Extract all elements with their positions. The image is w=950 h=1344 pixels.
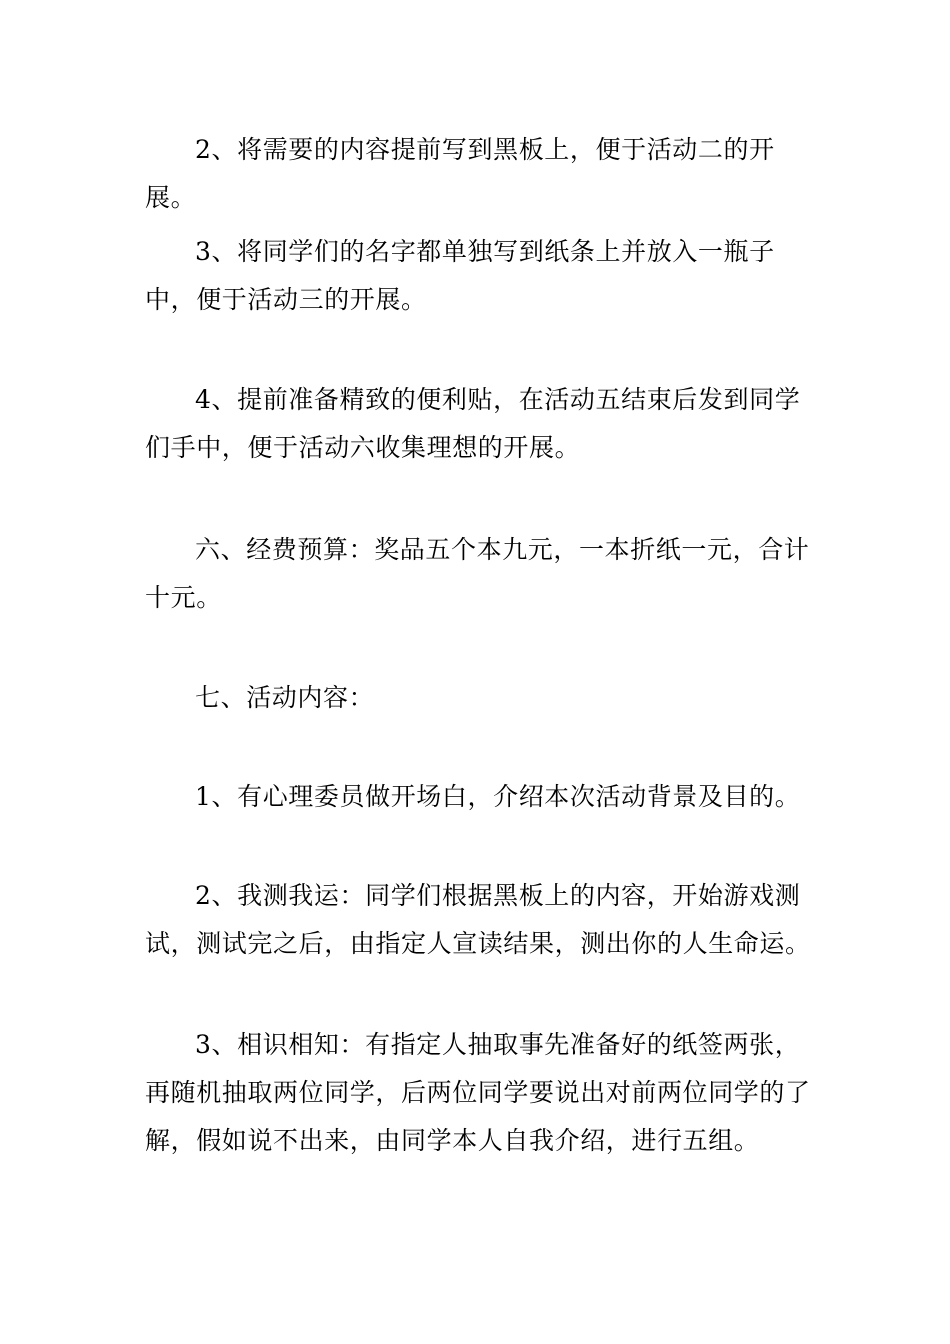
paragraph-content-heading: 七、活动内容： (195, 683, 375, 712)
paragraph-prep-4: 4、提前准备精致的便利贴，在活动五结束后发到同学们手中，便于活动六收集理想的开展。 (145, 385, 801, 462)
paragraph-activity-2: 2、我测我运：同学们根据黑板上的内容，开始游戏测试，测试完之后，由指定人宣读结果，测出你的人生命运。 (145, 881, 811, 958)
paragraph-prep-2: 2、将需要的内容提前写到黑板上，便于活动二的开展。 (145, 135, 775, 212)
paragraph-activity-3: 3、相识相知：有指定人抽取事先准备好的纸签两张，再随机抽取两位同学，后两位同学要说出对前两位同学的了解，假如说不出来，由同学本人自我介绍，进行五组。 (145, 1030, 811, 1155)
paragraph-activity-1: 1、有心理委员做开场白，介绍本次活动背景及目的。 (195, 782, 801, 811)
paragraph-prep-3: 3、将同学们的名字都单独写到纸条上并放入一瓶子中，便于活动三的开展。 (145, 237, 775, 314)
paragraph-budget: 六、经费预算：奖品五个本九元，一本折纸一元，合计十元。 (145, 535, 810, 612)
